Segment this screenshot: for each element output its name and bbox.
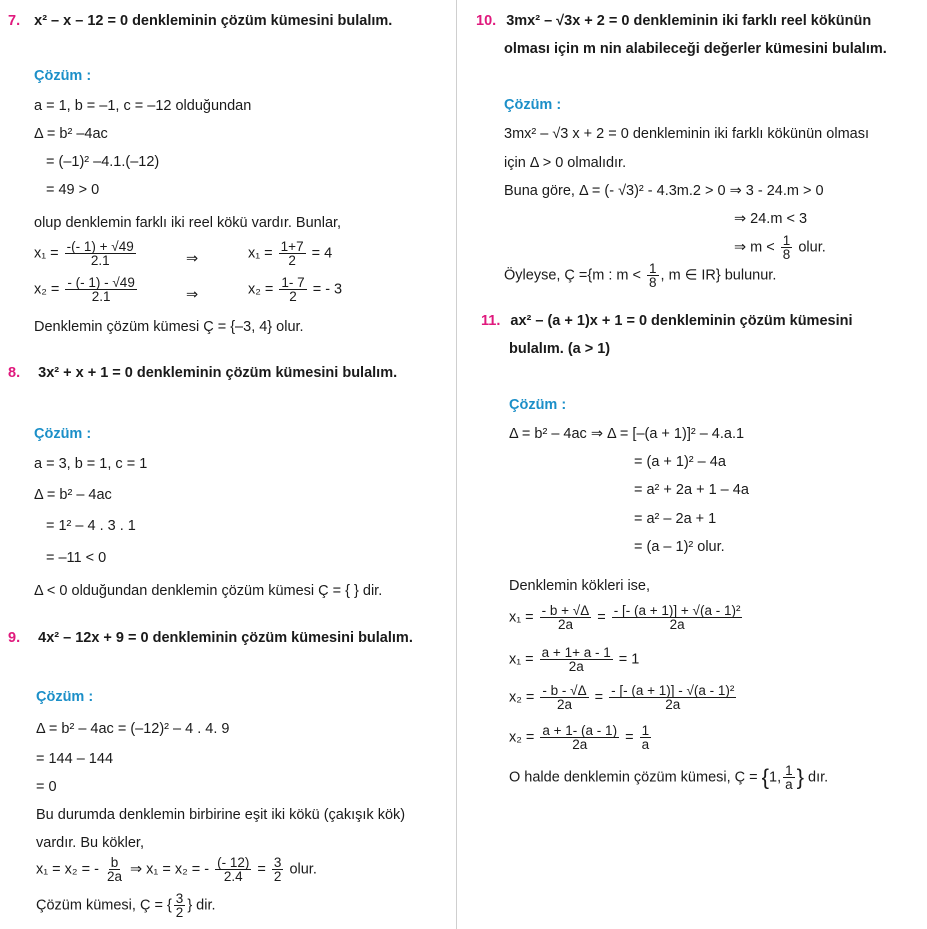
text-line: Buna göre, Δ = (- √3)² - 4.3m.2 > 0 ⇒ 3 - 24.m > 0 — [504, 183, 824, 199]
fraction — [540, 604, 592, 631]
text-line: = (–1)² –4.1.(–12) — [46, 154, 160, 170]
equals-sign: = — [257, 861, 266, 878]
denominator: 2a — [572, 737, 588, 752]
fraction — [215, 856, 251, 883]
equation-middle: ⇒ x₁ = x₂ = - — [130, 861, 210, 878]
conclusion-line: Δ < 0 olduğundan denklemin çözüm kümesi Ç = { } dir. — [34, 583, 383, 599]
numerator: (- 12) — [217, 855, 250, 870]
conclusion-line: Denklemin çözüm kümesi Ç = {–3, 4} olur. — [34, 319, 304, 335]
text-line: = –11 < 0 — [46, 550, 107, 566]
root-x2-formula — [509, 684, 738, 711]
fraction — [65, 240, 136, 267]
conclusion-line — [509, 764, 828, 791]
denominator: 2a — [557, 617, 573, 632]
inequality-suffix: olur. — [798, 239, 826, 256]
conclusion-prefix: Öyleyse, Ç ={m : m < — [504, 267, 641, 284]
root-x1-formula — [509, 604, 744, 631]
text-line: için Δ > 0 olmalıdır. — [504, 155, 627, 171]
denominator: 2 — [288, 253, 296, 268]
text-line: Denklemin kökleri ise, — [509, 578, 651, 594]
text-line: Δ = b² – 4ac = (–12)² – 4 . 4. 9 — [36, 721, 230, 737]
text-line: = a² + 2a + 1 – 4a — [634, 482, 749, 498]
fraction — [105, 856, 124, 883]
problem-number: 9. — [8, 630, 21, 646]
problem-10-heading — [476, 12, 871, 30]
numerator: b — [110, 855, 119, 870]
equation-lhs: x₂ = — [509, 729, 535, 746]
denominator: 2.4 — [223, 869, 243, 884]
equals-sign: = — [594, 689, 604, 706]
denominator: 2a — [568, 659, 584, 674]
text-line: = a² – 2a + 1 — [634, 511, 717, 527]
denominator: 2 — [289, 289, 297, 304]
text-line: = 1² – 4 . 3 . 1 — [46, 518, 136, 534]
problem-number: 8. — [8, 365, 21, 381]
inequality-line — [734, 234, 826, 261]
equation-lhs: x₁ = — [509, 609, 534, 626]
text-line: a = 1, b = –1, c = –12 olduğundan — [34, 98, 252, 114]
text-line: Δ = b² – 4ac ⇒ Δ = [–(a + 1)]² – 4.a.1 — [509, 426, 745, 442]
problem-9-heading — [8, 629, 413, 647]
root-x2-result — [509, 724, 653, 751]
solution-label: Çözüm : — [34, 68, 92, 84]
solution-label: Çözüm : — [34, 426, 92, 442]
conclusion-suffix: dır. — [808, 769, 829, 786]
numerator: - [- (a + 1)] + √(a - 1)² — [613, 603, 741, 618]
text-line: Δ = b² –4ac — [34, 126, 108, 142]
equation-lhs: x₂ = — [248, 281, 274, 298]
solution-label: Çözüm : — [504, 97, 562, 113]
numerator: 1 — [785, 763, 793, 778]
column-divider — [456, 0, 457, 929]
inequality-lhs: ⇒ m < — [734, 239, 775, 256]
numerator: 1+7 — [280, 239, 304, 254]
numerator: 1- 7 — [281, 275, 305, 290]
denominator: 2 — [175, 905, 184, 920]
equation-x1-formula — [34, 240, 138, 267]
problem-title: 3x² + x + 1 = 0 denkleminin çözüm kümesini bulalım. — [38, 365, 398, 381]
problem-title: ax² – (a + 1)x + 1 = 0 denkleminin çözüm kümesini — [510, 313, 853, 329]
problem-number: 11. — [481, 313, 501, 329]
numerator: 1 — [641, 723, 650, 738]
text-line: ⇒ 24.m < 3 — [734, 211, 808, 227]
conclusion-suffix: } dir. — [187, 897, 216, 914]
fraction — [65, 276, 136, 303]
fraction — [612, 604, 743, 631]
denominator: 2 — [273, 869, 282, 884]
set-element: 1, — [769, 769, 782, 786]
numerator: 1 — [782, 233, 791, 248]
problem-title: 3mx² – √3x + 2 = 0 denkleminin iki farklı reel kökünün — [506, 13, 872, 29]
problem-title-continued: olması için m nin alabileceği değerler kümesini bulalım. — [504, 41, 887, 57]
numerator: - b - √Δ — [542, 683, 587, 698]
problem-number: 7. — [8, 13, 21, 29]
denominator: 2a — [665, 697, 681, 712]
equation-lhs: x₂ = — [34, 281, 60, 298]
fraction — [174, 892, 186, 919]
equation-x1-result — [248, 240, 332, 267]
text-line: Bu durumda denklemin birbirine eşit iki kökü (çakışık kök) — [36, 807, 406, 823]
text-line: = 144 – 144 — [36, 751, 114, 767]
equals-sign: = — [597, 609, 606, 626]
fraction — [540, 646, 613, 673]
fraction — [783, 764, 795, 791]
numerator: - (- 1) - √49 — [67, 275, 135, 290]
equation-lhs: x₁ = — [34, 245, 59, 262]
numerator: a + 1- (a - 1) — [542, 723, 618, 738]
equation-lhs: x₁ = — [509, 651, 534, 668]
text-line: olup denklemin farklı iki reel kökü vardır. Bunlar, — [34, 215, 342, 231]
equals-sign: = — [625, 729, 634, 746]
equal-roots-equation — [36, 856, 317, 883]
right-brace: } — [796, 764, 804, 790]
fraction — [647, 262, 659, 289]
equation-rhs: = 1 — [618, 651, 640, 668]
equation-suffix: olur. — [289, 861, 317, 878]
fraction — [279, 240, 306, 267]
conclusion-prefix: O halde denklemin çözüm kümesi, Ç = — [509, 769, 758, 786]
problem-number: 10. — [476, 13, 497, 29]
fraction — [609, 684, 736, 711]
fraction — [540, 724, 619, 751]
root-x1-result — [509, 646, 639, 673]
problem-title: 4x² – 12x + 9 = 0 denkleminin çözüm kümesini bulalım. — [38, 630, 413, 646]
equation-lhs: x₁ = x₂ = - — [36, 861, 99, 878]
denominator: 2.1 — [91, 289, 111, 304]
fraction — [272, 856, 284, 883]
conclusion-line — [36, 892, 216, 919]
text-line: = (a – 1)² olur. — [634, 539, 725, 555]
text-line: = 49 > 0 — [46, 182, 100, 198]
numerator: - b + √Δ — [541, 603, 590, 618]
problem-8-heading — [8, 364, 397, 382]
implies-arrow: ⇒ — [186, 287, 199, 303]
problem-title-continued: bulalım. (a > 1) — [509, 341, 611, 357]
fraction — [640, 724, 652, 751]
equation-rhs: = 4 — [311, 245, 333, 262]
denominator: 2a — [556, 697, 573, 712]
equation-rhs: = - 3 — [312, 281, 343, 298]
numerator: a + 1+ a - 1 — [541, 645, 611, 660]
text-line: vardır. Bu kökler, — [36, 835, 144, 851]
conclusion-suffix: , m ∈ IR} bulunur. — [660, 267, 777, 284]
numerator: - [- (a + 1)] - √(a - 1)² — [611, 683, 735, 698]
fraction — [279, 276, 306, 303]
denominator: 2.1 — [90, 253, 110, 268]
denominator: 2a — [669, 617, 685, 632]
text-line: Δ = b² – 4ac — [34, 487, 112, 503]
text-line: = (a + 1)² – 4a — [634, 454, 726, 470]
equation-x2-result — [248, 276, 342, 303]
text-line: a = 3, b = 1, c = 1 — [34, 456, 148, 472]
implies-arrow: ⇒ — [186, 251, 199, 267]
conclusion-prefix: Çözüm kümesi, Ç = { — [36, 897, 172, 914]
denominator: a — [785, 777, 793, 792]
problem-7-heading — [8, 12, 392, 30]
denominator: a — [641, 737, 650, 752]
text-line: = 0 — [36, 779, 57, 795]
solution-label: Çözüm : — [36, 689, 94, 705]
numerator: -(- 1) + √49 — [66, 239, 134, 254]
conclusion-line — [504, 262, 776, 289]
problem-title: x² – x – 12 = 0 denkleminin çözüm kümesini bulalım. — [34, 13, 393, 29]
numerator: 3 — [273, 855, 282, 870]
denominator: 8 — [782, 247, 791, 262]
problem-11-heading — [481, 312, 853, 330]
equation-x2-formula — [34, 276, 139, 303]
fraction — [540, 684, 588, 711]
text-line: 3mx² – √3 x + 2 = 0 denkleminin iki farklı kökünün olması — [504, 126, 869, 142]
numerator: 3 — [175, 891, 184, 906]
denominator: 8 — [649, 275, 657, 290]
denominator: 2a — [106, 869, 122, 884]
solution-label: Çözüm : — [509, 397, 567, 413]
numerator: 1 — [649, 261, 657, 276]
equation-lhs: x₂ = — [509, 689, 535, 706]
fraction — [781, 234, 793, 261]
left-brace: { — [761, 764, 770, 790]
equation-lhs: x₁ = — [248, 245, 273, 262]
